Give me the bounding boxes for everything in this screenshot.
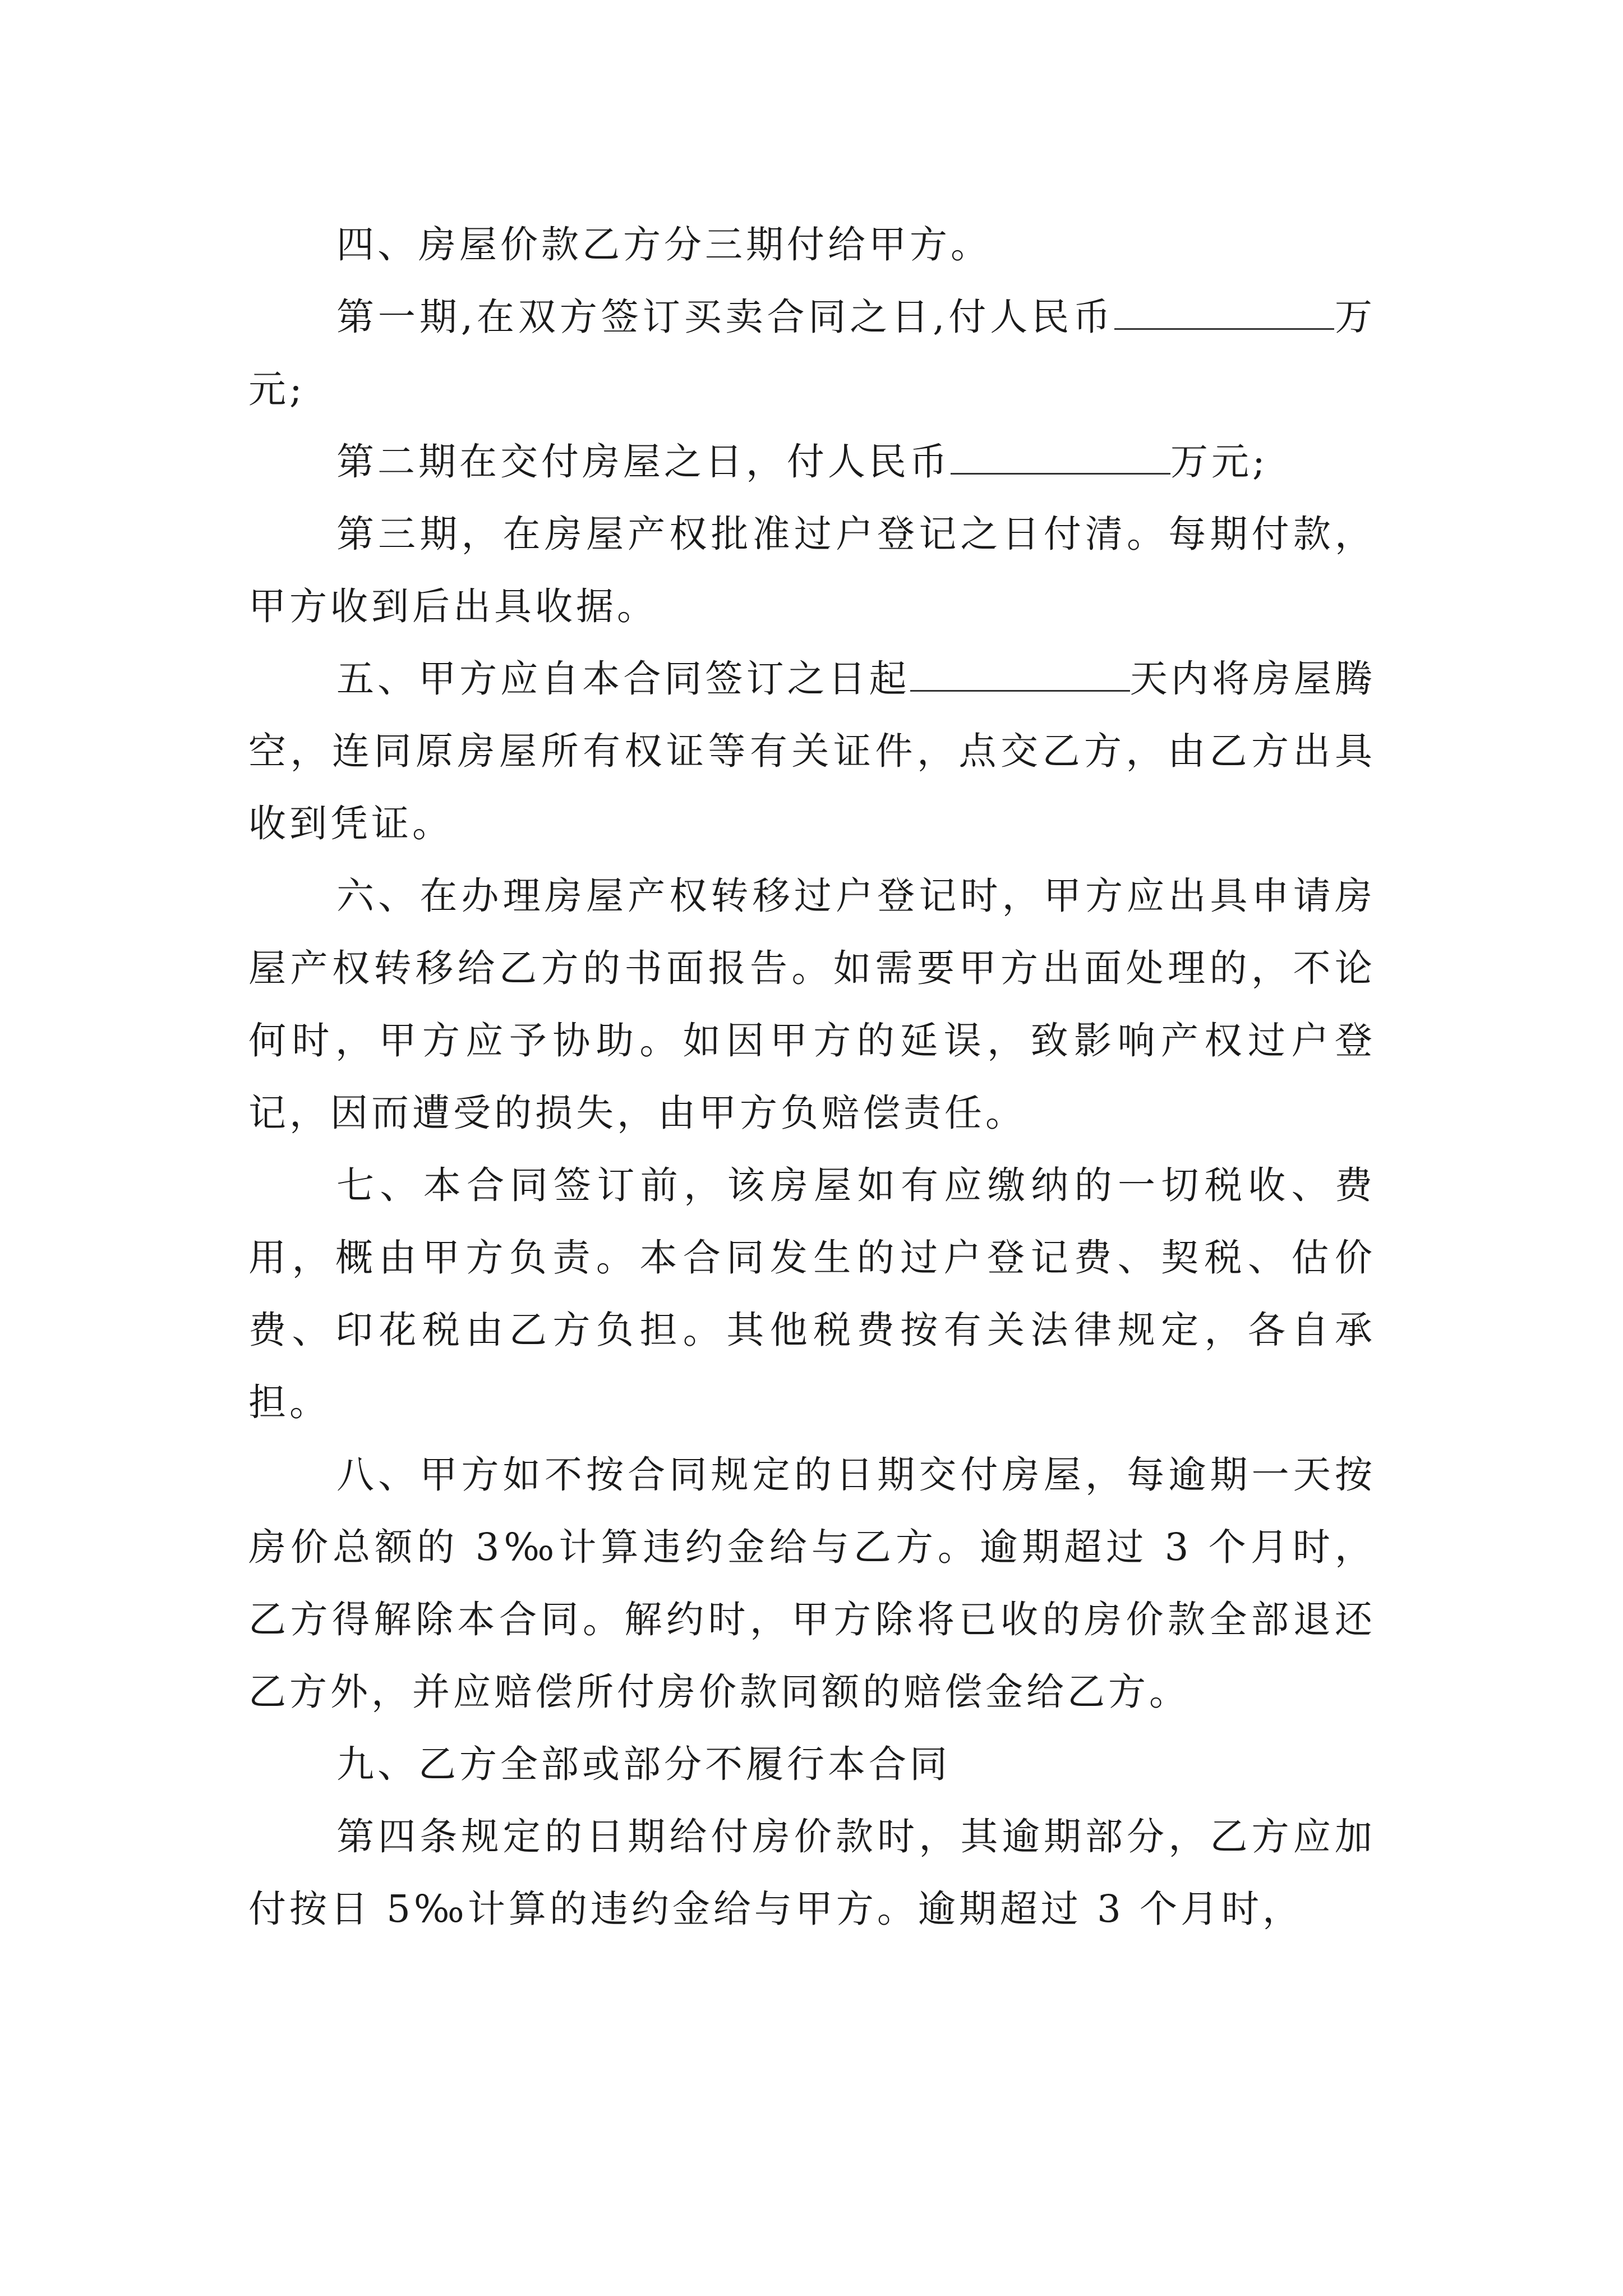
clause-4-period-3: 第三期，在房屋产权批准过户登记之日付清。每期付款，甲方收到后出具收据。: [248, 512, 1376, 628]
clause-4-period-2-text: 第二期在交付房屋之日，付人民币: [336, 440, 951, 484]
clause-7: 七、本合同签订前，该房屋如有应缴纳的一切税收、费用，概由甲方负责。本合同发生的过户登记费、契税、估价费、印花税由乙方负担。其他税费按有关法律规定，各自承担。: [248, 1163, 1376, 1424]
contract-body: [248, 209, 1376, 1945]
amount-blank-1: [1114, 288, 1334, 330]
clause-4-period-1: [248, 281, 1376, 426]
clause-4-period-1-text: 第一期,在双方签订买卖合同之日,付人民币: [336, 295, 1115, 339]
clause-8: 八、甲方如不按合同规定的日期交付房屋，每逾期一天按房价总额的 3‰计算违约金给与乙方。逾期超过 3 个月时，乙方得解除本合同。解约时，甲方除将已收的房价款全部退还乙方外，并应赔偿所付房价款同额的赔偿金给乙方。: [248, 1453, 1376, 1714]
clause-5-text-before: 五、甲方应自本合同签订之日起: [336, 657, 910, 701]
clause-4-period-1-unit: 万元;: [248, 295, 1376, 411]
days-blank: [910, 650, 1130, 692]
clause-5: [248, 643, 1376, 860]
amount-blank-2: [951, 432, 1170, 475]
clause-4-heading: 四、房屋价款乙方分三期付给甲方。: [336, 223, 992, 266]
clause-9-heading: 九、乙方全部或部分不履行本合同: [336, 1742, 951, 1786]
clause-6: 六、在办理房屋产权转移过户登记时，甲方应出具申请房屋产权转移给乙方的书面报告。如需要甲方出面处理的，不论何时，甲方应予协助。如因甲方的延误，致影响产权过户登记，因而遭受的损失，由甲方负赔偿责任。: [248, 874, 1376, 1135]
clause-4-period-2: [248, 426, 1376, 498]
clause-4-period-2-unit: 万元;: [1170, 440, 1269, 484]
clause-9-body: 第四条规定的日期给付房价款时，其逾期部分，乙方应加付按日 5‰计算的违约金给与甲方。逾期超过 3 个月时，: [248, 1815, 1376, 1931]
clause-5-text-after: 天内将房屋腾空，连同原房屋所有权证等有关证件，点交乙方，由乙方出具收到凭证。: [248, 657, 1376, 845]
